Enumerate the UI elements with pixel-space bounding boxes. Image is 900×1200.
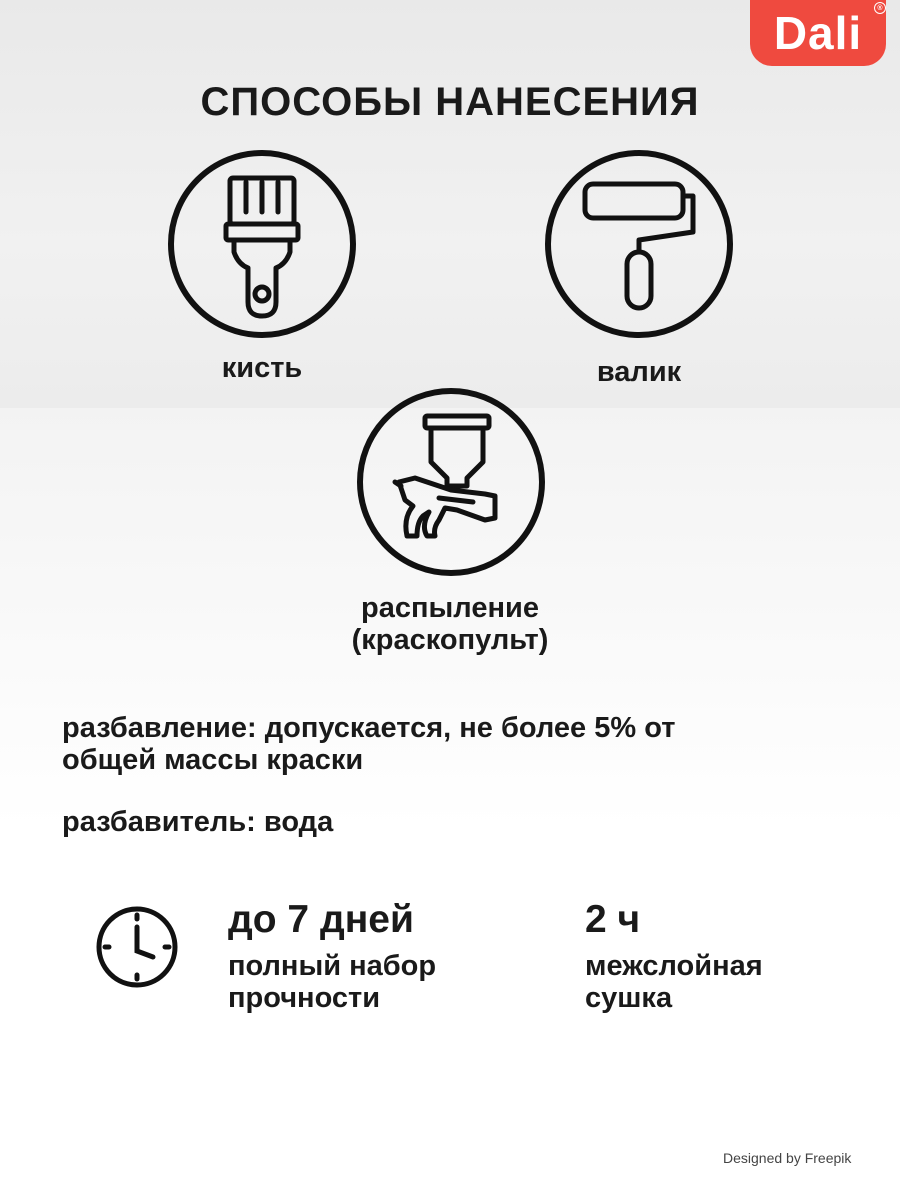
recoat-time-value: 2 ч [585,898,641,941]
spray-gun-icon [355,386,547,583]
brand-logo: Dali [750,0,886,66]
method-label-brush: кисть [221,352,303,384]
dilution-line1: разбавление: допускается, не более 5% от [62,712,676,744]
freepik-credit: Designed by Freepik [723,1150,852,1166]
dilution-text [62,712,862,776]
recoat-caption-line1: межслойная [585,950,763,982]
cure-time-caption [228,950,436,1014]
cure-caption-line1: полный набор [228,950,437,982]
spray-label-line1: распыление [361,592,539,624]
cure-time-value: до 7 дней [228,898,414,941]
spray-label-line2: (краскопульт) [351,624,549,656]
dilution-line2: общей массы краски [62,744,364,776]
paintbrush-icon [166,148,358,345]
paint-roller-icon [543,148,735,345]
thinner-text: разбавитель: вода [62,806,334,838]
clock-icon [95,905,179,994]
registered-mark: ® [874,2,886,14]
method-label-spray [300,592,600,656]
method-label-roller: валик [596,356,682,388]
page-title: СПОСОБЫ НАНЕСЕНИЯ [200,80,700,124]
cure-caption-line2: прочности [228,982,381,1014]
recoat-time-caption [585,950,763,1014]
recoat-caption-line2: сушка [585,982,673,1014]
